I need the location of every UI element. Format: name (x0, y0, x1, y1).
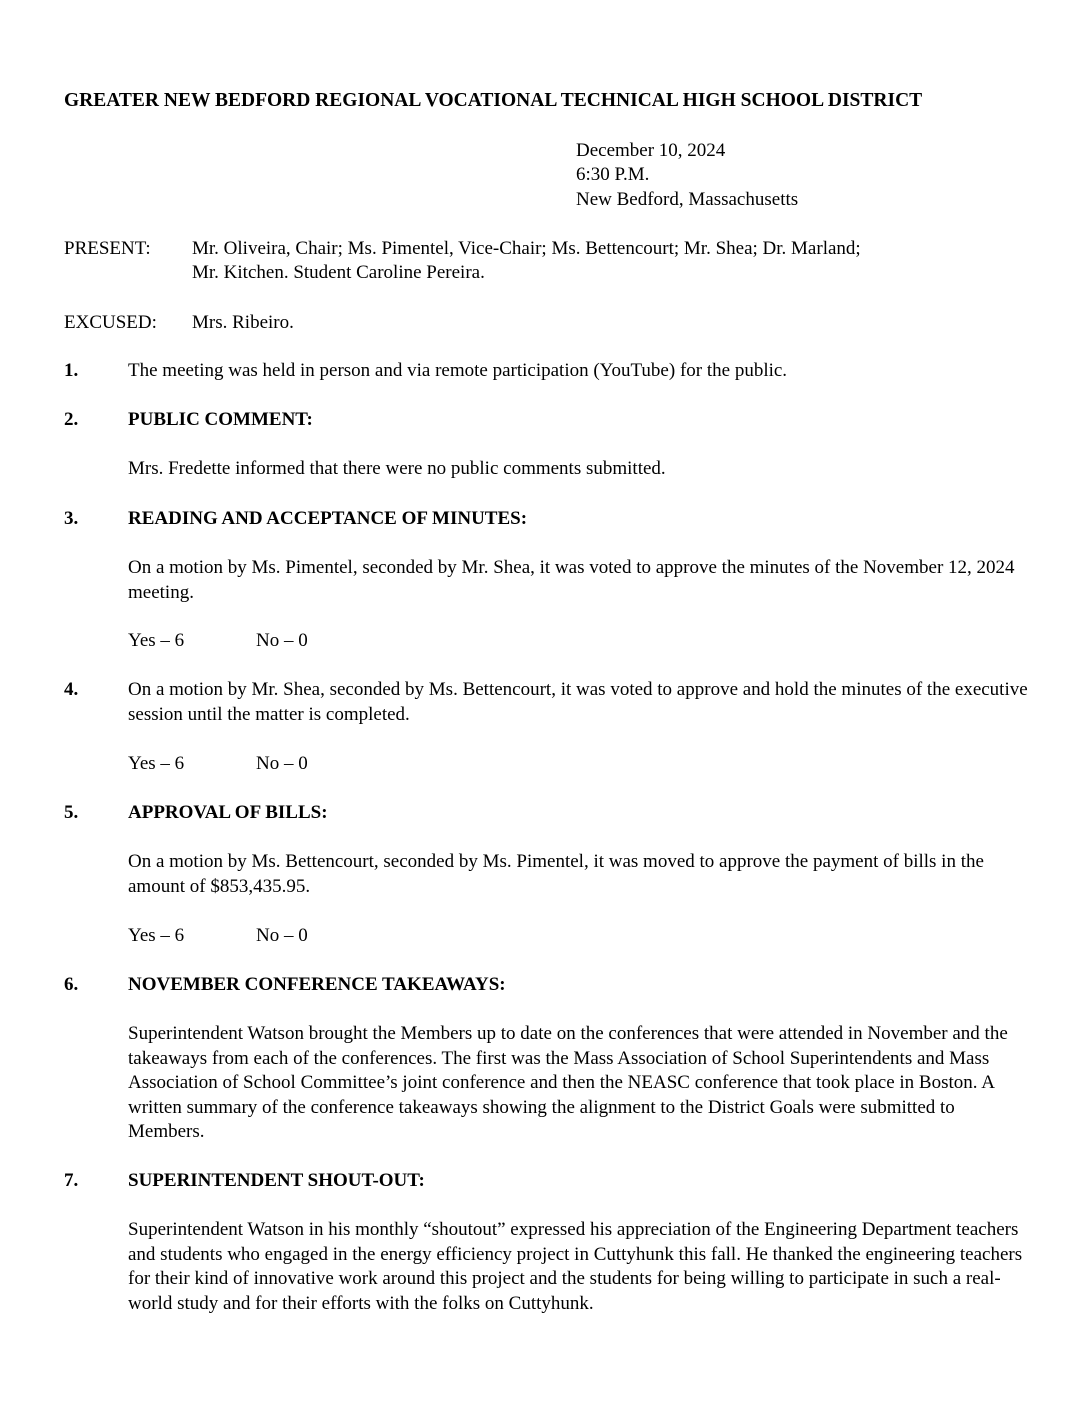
vote-no: No – 0 (256, 630, 308, 651)
vote-no: No – 0 (256, 753, 308, 774)
item-heading: PUBLIC COMMENT: (128, 409, 313, 430)
item-number: 1. (64, 360, 79, 381)
meeting-date: December 10, 2024 (576, 140, 726, 161)
excused-members: Mrs. Ribeiro. (192, 312, 294, 333)
vote-yes: Yes – 6 (128, 925, 185, 946)
item-heading: APPROVAL OF BILLS: (128, 802, 328, 823)
item-body: On a motion by Ms. Pimentel, seconded by Mr. Shea, it was voted to approve the minutes of the November 12, 2024 meeting. (128, 557, 1015, 603)
item-body: Superintendent Watson in his monthly “shoutout” expressed his appreciation of the Engineering Department teachers and students who engaged in the energy efficiency project in Cuttyhunk this fall. He thanked the engineering teachers for their kind of innovative work around this project and the students for being willing to participate in such a real-world study and for their efforts with the folks on Cuttyhunk. (128, 1219, 1023, 1314)
excused-label: EXCUSED: (64, 312, 157, 333)
item-heading: READING AND ACCEPTANCE OF MINUTES: (128, 508, 528, 529)
item-number: 3. (64, 508, 79, 529)
item-text: The meeting was held in person and via remote participation (YouTube) for the public. (128, 360, 788, 381)
vote-yes: Yes – 6 (128, 630, 185, 651)
meeting-location: New Bedford, Massachusetts (576, 189, 799, 210)
item-number: 7. (64, 1170, 79, 1191)
document-title: GREATER NEW BEDFORD REGIONAL VOCATIONAL TECHNICAL HIGH SCHOOL DISTRICT (64, 90, 923, 111)
item-number: 5. (64, 802, 79, 823)
meeting-time: 6:30 P.M. (576, 164, 650, 185)
item-body: On a motion by Ms. Bettencourt, seconded by Ms. Pimentel, it was moved to approve the payment of bills in the amount of $853,435.95. (128, 851, 984, 897)
item-number: 4. (64, 679, 79, 700)
item-text: On a motion by Mr. Shea, seconded by Ms. Bettencourt, it was voted to approve and hold the minutes of the executive session until the matter is completed. (128, 679, 1028, 725)
item-heading: NOVEMBER CONFERENCE TAKEAWAYS: (128, 974, 506, 995)
item-number: 6. (64, 974, 79, 995)
vote-no: No – 0 (256, 925, 308, 946)
item-number: 2. (64, 409, 79, 430)
item-body: Superintendent Watson brought the Members up to date on the conferences that were attended in November and the takeaways from each of the conferences. The first was the Mass Association of School Superintendents and Mass Association of School Committee’s joint conference and then the NEASC conference that took place in Boston. A written summary of the conference takeaways showing the alignment to the District Goals were submitted to Members. (128, 1023, 1008, 1142)
item-body: Mrs. Fredette informed that there were no public comments submitted. (128, 458, 666, 479)
present-members-line1: Mr. Oliveira, Chair; Ms. Pimentel, Vice-Chair; Ms. Bettencourt; Mr. Shea; Dr. Marland; (192, 238, 861, 259)
vote-yes: Yes – 6 (128, 753, 185, 774)
present-members-line2: Mr. Kitchen. Student Caroline Pereira. (192, 262, 485, 283)
present-label: PRESENT: (64, 238, 151, 259)
item-heading: SUPERINTENDENT SHOUT-OUT: (128, 1170, 425, 1191)
